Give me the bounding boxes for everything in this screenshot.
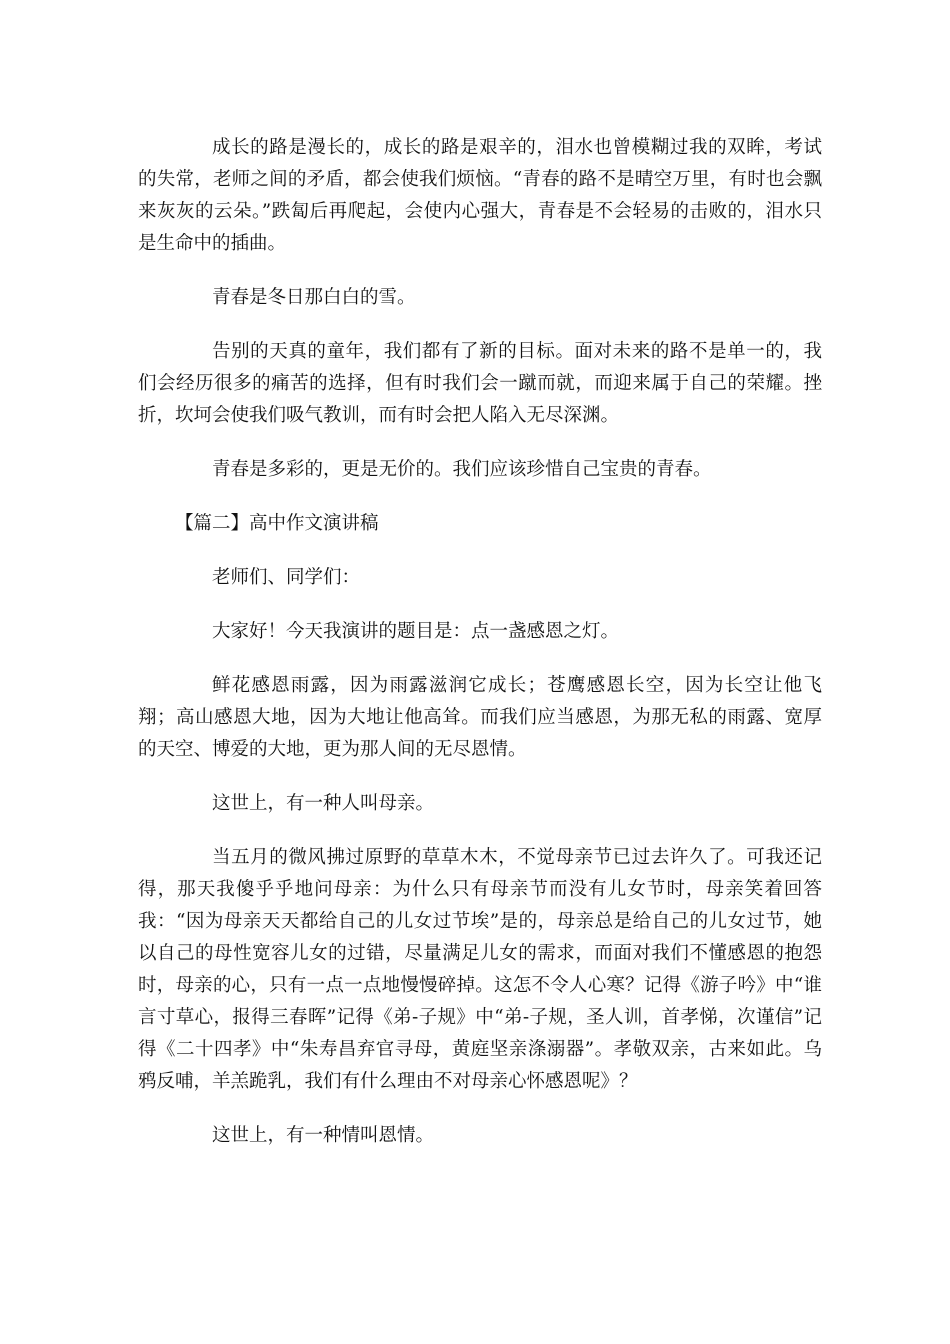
paragraph-growth-path: 成长的路是漫长的，成长的路是艰辛的，泪水也曾模糊过我的双眸，考试的失常，老师之间的矛盾，都会使我们烦恼。“青春的路不是晴空万里，有时也会飘来灰灰的云朵。”跌匐后再爬起，会使内心强大，青春是不会轻易的击败的，泪水只是生命中的插曲。 <box>138 137 822 254</box>
paragraph-mother-intro: 这世上，有一种人叫母亲。 <box>212 793 435 814</box>
paragraph-kindness-intro: 这世上，有一种情叫恩情。 <box>212 1125 435 1146</box>
paragraph-colorful-youth: 青春是多彩的，更是无价的。我们应该珍惜自己宝贵的青春。 <box>212 459 712 480</box>
paragraph-mothers-day: 当五月的微风拂过原野的草草木木，不觉母亲节已过去许久了。可我还记得，那天我傻乎乎地问母亲：为什么只有母亲节而没有儿女节时，母亲笑着回答我：“因为母亲天天都给自己的儿女过节埃”是的，母亲总是给自己的儿女过节，她以自己的母性宽容儿女的过错，尽量满足儿女的需求，而面对我们不懂感恩的抱怨时，母亲的心，只有一点一点地慢慢碎掉。这怎不令人心寒？记得《游子吟》中“谁言寸草心，报得三春晖”记得《弟-子规》中“弟-子规，圣人训，首孝悌，次谨信”记得《二十四孝》中“朱寿昌弃官寻母，黄庭坚亲涤溺器”。孝敬双亲，古来如此。乌鸦反哺，羊羔跪乳，我们有什么理由不对母亲心怀感恩呢》？ <box>138 847 822 1092</box>
document-page <box>138 132 822 1174</box>
paragraph-speech-title: 大家好！今天我演讲的题目是：点一盏感恩之灯。 <box>212 621 620 642</box>
paragraph-winter-snow: 青春是冬日那白白的雪。 <box>212 287 416 308</box>
paragraph-gratitude-nature: 鲜花感恩雨露，因为雨露滋润它成长；苍鹰感恩长空，因为长空让他飞翔；高山感恩大地，因为大地让他高耸。而我们应当感恩，为那无私的雨露、宽厚的天空、博爱的大地，更为那人间的无尽恩情。 <box>138 675 822 760</box>
paragraph-farewell-childhood: 告别的天真的童年，我们都有了新的目标。面对未来的路不是单一的，我们会经历很多的痛苦的选择，但有时我们会一蹴而就，而迎来属于自己的荣耀。挫折，坎坷会使我们吸气教训，而有时会把人陷入无尽深渊。 <box>138 341 822 426</box>
paragraph-greeting: 老师们、同学们： <box>212 567 361 588</box>
section-heading: 【篇二】高中作文演讲稿 <box>175 513 379 534</box>
